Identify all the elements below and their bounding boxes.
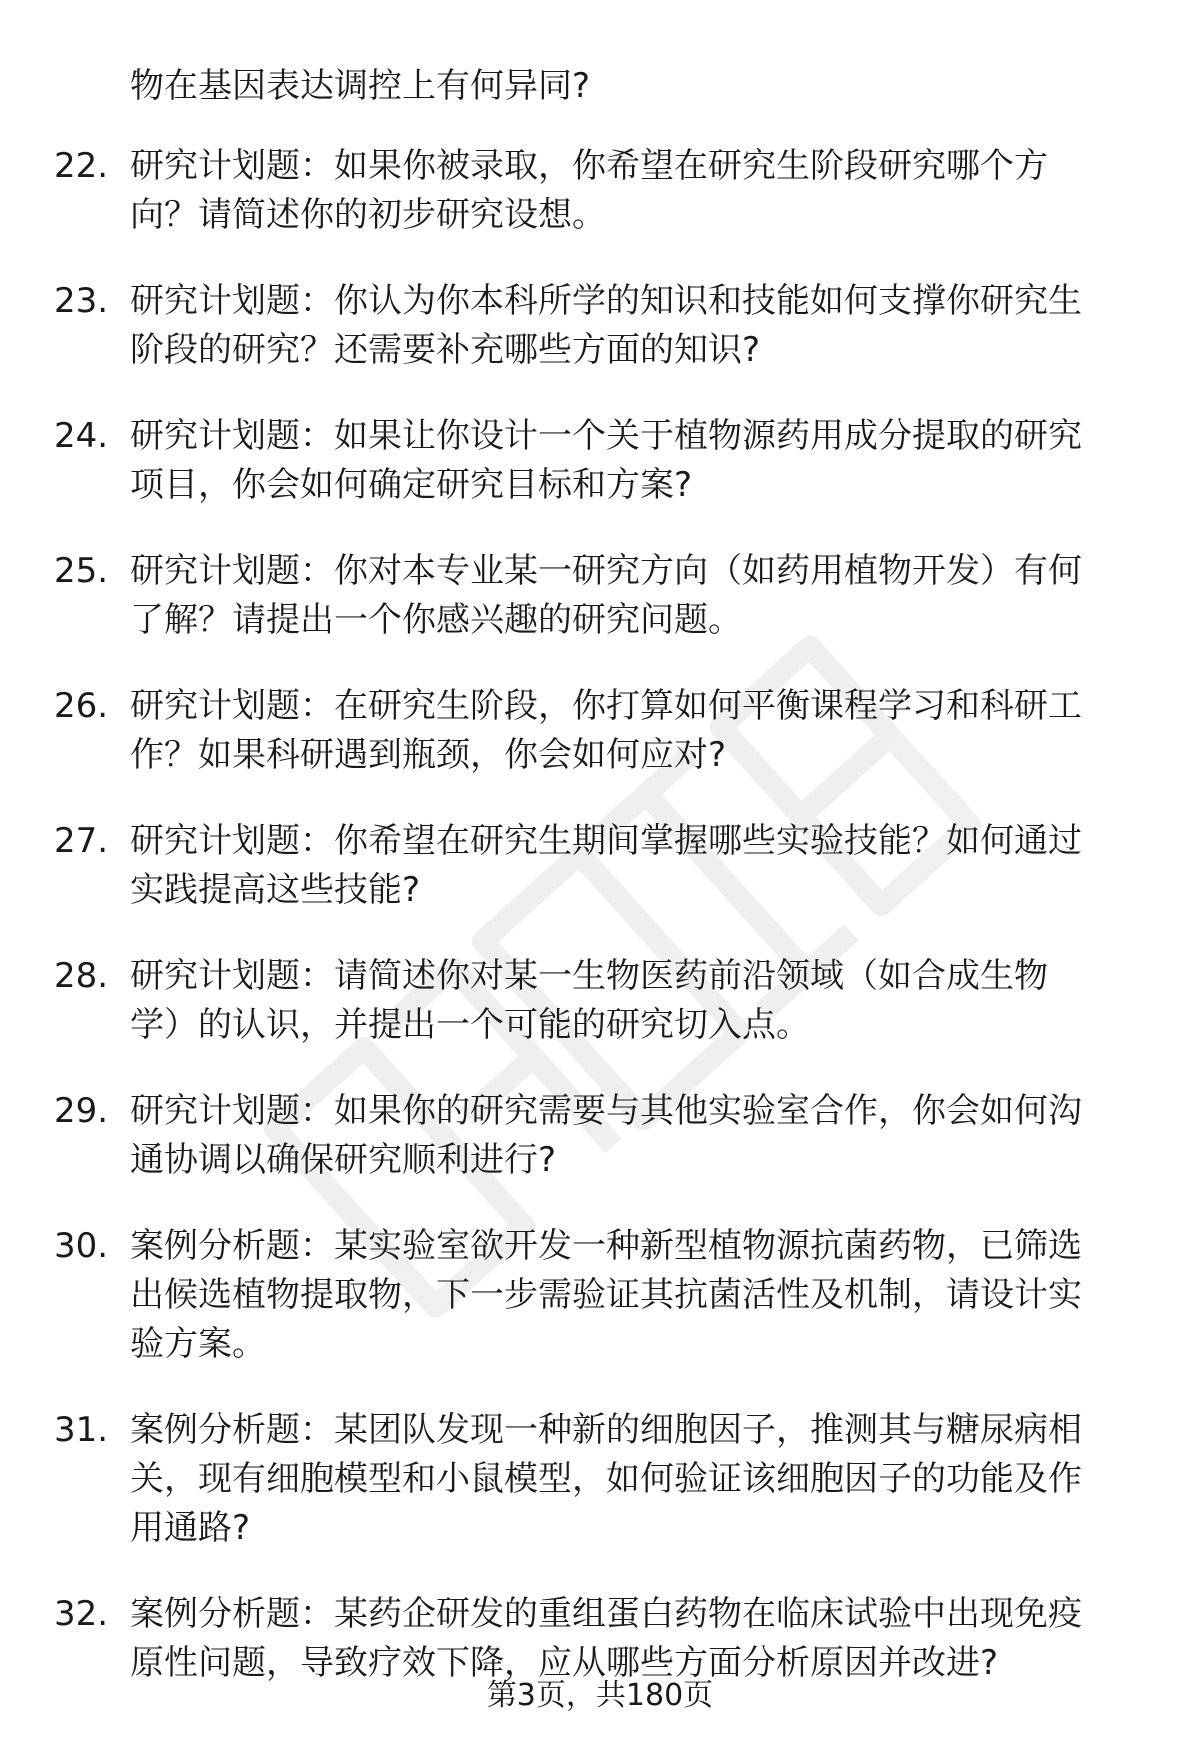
question-line: 研究计划题：你对本专业某一研究方向（如药用植物开发）有何 bbox=[130, 551, 1082, 591]
question-item bbox=[0, 1222, 1200, 1406]
question-line: 作？如果科研遇到瓶颈，你会如何应对? bbox=[130, 735, 727, 775]
question-item bbox=[0, 1087, 1200, 1222]
question-text bbox=[130, 1590, 1140, 1688]
question-text bbox=[130, 1087, 1140, 1185]
question-line: 研究计划题：你希望在研究生期间掌握哪些实验技能？如何通过 bbox=[130, 821, 1082, 861]
question-item bbox=[0, 547, 1200, 682]
question-item bbox=[0, 952, 1200, 1087]
question-number: 26. bbox=[54, 686, 109, 726]
question-item bbox=[0, 412, 1200, 547]
question-line: 项目，你会如何确定研究目标和方案? bbox=[130, 465, 693, 505]
question-text bbox=[130, 142, 1140, 240]
question-number: 27. bbox=[54, 821, 109, 861]
question-line: 验方案。 bbox=[130, 1324, 266, 1364]
question-text bbox=[130, 682, 1140, 780]
question-line: 了解？请提出一个你感兴趣的研究问题。 bbox=[130, 600, 742, 640]
question-line: 出候选植物提取物，下一步需验证其抗菌活性及机制，请设计实 bbox=[130, 1275, 1082, 1315]
question-number: 24. bbox=[54, 416, 109, 456]
question-line: 案例分析题：某实验室欲开发一种新型植物源抗菌药物，已筛选 bbox=[130, 1226, 1082, 1266]
question-number: 30. bbox=[54, 1226, 109, 1266]
question-number: 31. bbox=[54, 1410, 109, 1450]
question-line: 研究计划题：请简述你对某一生物医药前沿领域（如合成生物 bbox=[130, 956, 1048, 996]
page-footer: 第3页，共180页 bbox=[486, 1678, 714, 1713]
question-line: 研究计划题：如果你被录取，你希望在研究生阶段研究哪个方 bbox=[130, 146, 1048, 186]
question-line: 通协调以确保研究顺利进行? bbox=[130, 1140, 557, 1180]
question-text bbox=[130, 547, 1140, 645]
question-line: 案例分析题：某团队发现一种新的细胞因子，推测其与糖尿病相 bbox=[130, 1410, 1082, 1450]
question-line: 案例分析题：某药企研发的重组蛋白药物在临床试验中出现免疫 bbox=[130, 1594, 1082, 1634]
question-line: 向？请简述你的初步研究设想。 bbox=[130, 195, 606, 235]
question-list bbox=[0, 142, 1200, 1725]
question-text bbox=[130, 952, 1140, 1050]
question-item bbox=[0, 817, 1200, 952]
continuation-text: 物在基因表达调控上有何异同? bbox=[130, 66, 591, 106]
question-line: 实践提高这些技能? bbox=[130, 870, 421, 910]
question-text bbox=[130, 1222, 1140, 1369]
question-line: 关，现有细胞模型和小鼠模型，如何验证该细胞因子的功能及作 bbox=[130, 1459, 1082, 1499]
question-item bbox=[0, 682, 1200, 817]
question-line: 研究计划题：如果你的研究需要与其他实验室合作，你会如何沟 bbox=[130, 1091, 1082, 1131]
question-number: 32. bbox=[54, 1594, 109, 1634]
question-text bbox=[130, 412, 1140, 510]
question-item bbox=[0, 1406, 1200, 1590]
question-item bbox=[0, 277, 1200, 412]
question-number: 22. bbox=[54, 146, 109, 186]
question-text bbox=[130, 277, 1140, 375]
question-number: 29. bbox=[54, 1091, 109, 1131]
question-number: 28. bbox=[54, 956, 109, 996]
question-line: 原性问题，导致疗效下降，应从哪些方面分析原因并改进? bbox=[130, 1643, 999, 1683]
question-text bbox=[130, 1406, 1140, 1553]
question-number: 23. bbox=[54, 281, 109, 321]
question-line: 用通路? bbox=[130, 1508, 251, 1548]
question-text bbox=[130, 817, 1140, 915]
question-item bbox=[0, 142, 1200, 277]
question-line: 研究计划题：如果让你设计一个关于植物源药用成分提取的研究 bbox=[130, 416, 1082, 456]
question-line: 阶段的研究？还需要补充哪些方面的知识? bbox=[130, 330, 761, 370]
question-number: 25. bbox=[54, 551, 109, 591]
question-line: 研究计划题：你认为你本科所学的知识和技能如何支撑你研究生 bbox=[130, 281, 1082, 321]
question-line: 学）的认识，并提出一个可能的研究切入点。 bbox=[130, 1005, 810, 1045]
question-line: 研究计划题：在研究生阶段，你打算如何平衡课程学习和科研工 bbox=[130, 686, 1082, 726]
